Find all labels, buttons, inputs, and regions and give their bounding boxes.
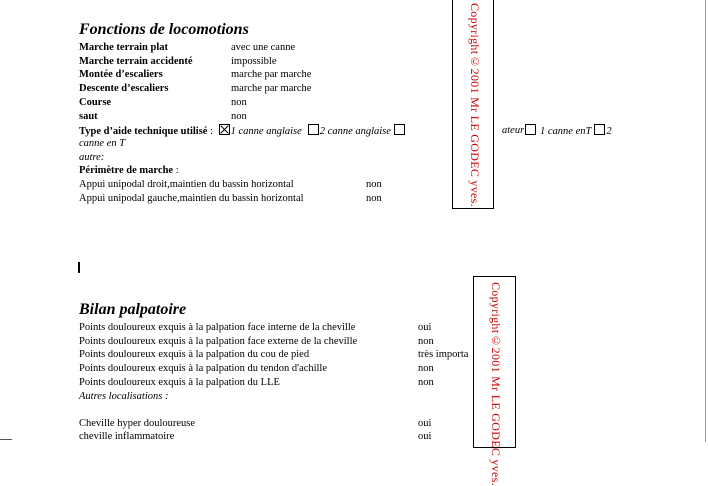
palpation-extra-label: Cheville hyper douloureuse <box>79 418 196 429</box>
aid-option-2: 2 canne anglaise <box>319 126 391 137</box>
aid-checkbox-1[interactable] <box>219 124 230 135</box>
palpation-value: non <box>418 377 434 388</box>
aid-option-3: ateur <box>502 125 525 136</box>
aid-option-4: 1 canne enT <box>540 126 592 137</box>
aid-checkbox-4[interactable] <box>525 124 536 135</box>
aid-other: autre: <box>79 152 105 163</box>
row-value: impossible <box>231 56 277 67</box>
stance-value: non <box>366 193 382 204</box>
perimeter-line <box>79 164 179 177</box>
palpation-extra-value: oui <box>418 431 432 442</box>
palpation-label: Points douloureux exquis à la palpation face interne de la cheville <box>79 322 356 333</box>
row-value: non <box>231 111 247 122</box>
aid-option-5: canne en T <box>79 138 126 149</box>
palpation-extra-value: oui <box>418 418 432 429</box>
row-value: non <box>231 97 247 108</box>
palpation-label: Points douloureux exquis à la palpation du LLE <box>79 377 280 388</box>
page-edge <box>705 0 706 442</box>
palpation-label: Points douloureux exquis à la palpation face externe de la cheville <box>79 336 358 347</box>
aid-sep: : <box>207 126 216 137</box>
palpation-value: non <box>418 336 434 347</box>
palpation-title: Bilan palpatoire <box>79 301 187 318</box>
other-locations: Autres localisations : <box>79 391 169 402</box>
palpation-extra-label: cheville inflammatoire <box>79 431 175 442</box>
row-label: Montée d’escaliers <box>79 69 163 80</box>
aid-option-5-num: 2 <box>606 126 612 137</box>
row-label: Course <box>79 97 112 108</box>
copyright-stamp <box>473 276 516 486</box>
row-value: marche par marche <box>231 69 312 80</box>
row-label: saut <box>79 111 98 122</box>
aid-checkbox-3[interactable] <box>394 124 405 135</box>
row-label: Descente d’escaliers <box>79 83 169 94</box>
aid-label: Type d’aide technique utilisé <box>79 126 208 137</box>
copyright-stamp <box>452 0 494 209</box>
aid-checkbox-2[interactable] <box>308 124 319 135</box>
palpation-value: très importa <box>418 349 469 360</box>
aid-line <box>79 124 406 138</box>
row-value: marche par marche <box>231 83 312 94</box>
stance-label: Appui unipodal droit,maintien du bassin horizontal <box>79 179 294 190</box>
aid-option-1: 1 canne anglaise <box>230 126 302 137</box>
aid-line-tail <box>525 124 612 138</box>
perimeter-label: Périmètre de marche <box>79 165 174 176</box>
text-cursor <box>78 262 80 273</box>
palpation-value: oui <box>418 322 432 333</box>
row-label: Marche terrain plat <box>79 42 169 53</box>
copyright-text: Copyright©2001 Mr LE GODEC yves. <box>489 282 503 486</box>
perimeter-sep: : <box>173 165 179 176</box>
locomotion-title: Fonctions de locomotions <box>79 21 249 38</box>
palpation-value: non <box>418 363 434 374</box>
stance-value: non <box>366 179 382 190</box>
copyright-text: Copyright©2001 Mr LE GODEC yves. <box>468 3 482 207</box>
palpation-label: Points douloureux exquis à la palpation du cou de pied <box>79 349 310 360</box>
aid-checkbox-5[interactable] <box>594 124 605 135</box>
stance-label: Appui unipodal gauche,maintien du bassin horizontal <box>79 193 304 204</box>
margin-mark <box>0 439 12 440</box>
row-value: avec une canne <box>231 42 296 53</box>
palpation-label: Points douloureux exquis à la palpation du tendon d'achille <box>79 363 328 374</box>
row-label: Marche terrain accidenté <box>79 56 193 67</box>
